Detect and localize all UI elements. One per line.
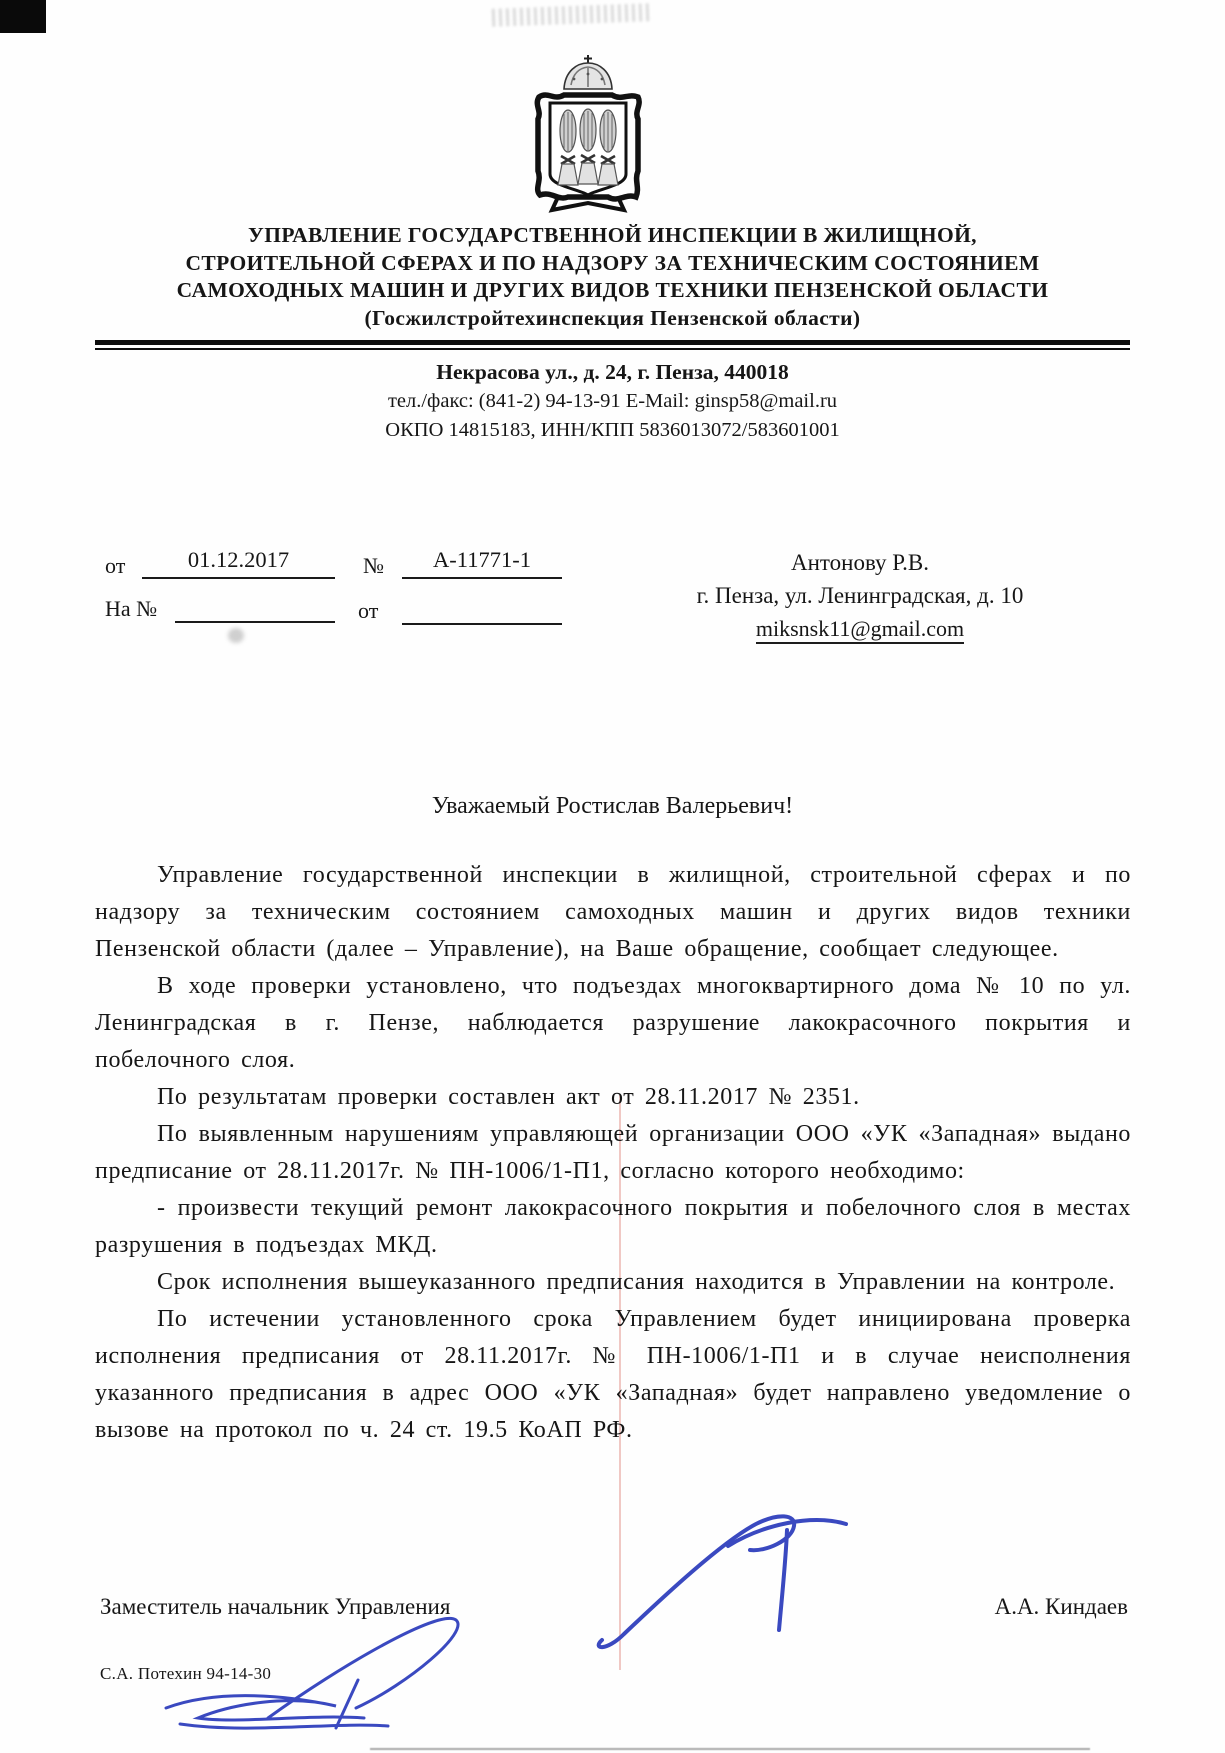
recipient-email: miksnsk11@gmail.com: [756, 615, 964, 644]
penza-coat-of-arms-icon: [527, 52, 649, 214]
header-divider: [95, 340, 1130, 350]
scan-artifact: [492, 3, 651, 27]
body-paragraph: Срок исполнения вышеуказанного предписания находится в Управлении на контроле.: [157, 1269, 1116, 1295]
handwritten-signature-icon: [580, 1508, 870, 1658]
org-name-line: СТРОИТЕЛЬНОЙ СФЕРАХ И ПО НАДЗОРУ ЗА ТЕХНИЧЕСКИМ СОСТОЯНИЕМ: [185, 250, 1040, 275]
letter-number-field: А-11771-1: [402, 547, 562, 579]
salutation: Уважаемый Ростислав Валерьевич!: [431, 793, 794, 819]
recipient-address: г. Пенза, ул. Ленинградская, д. 10: [696, 583, 1024, 608]
letter-date-field: 01.12.2017: [142, 547, 335, 579]
reply-from-label: от: [358, 598, 379, 623]
org-name-line: (Госжилстройтехинспекция Пензенской области): [364, 305, 861, 330]
scan-artifact: [228, 628, 244, 643]
recipient-name: Антонову Р.В.: [790, 550, 930, 575]
contact-block: [0, 357, 1225, 445]
body-paragraph: - произвести текущий ремонт лакокрасочного покрытия и побелочного слоя в местах разрушения в подъездах МКД.: [95, 1195, 1131, 1258]
body-paragraph: По выявленным нарушениям управляющей организации ООО «УК «Западная» выдано предписание от 28.11.2017г. № ПН-1006/1-П1, согласно которого необходимо:: [95, 1121, 1131, 1184]
org-codes: ОКПО 14815183, ИНН/КПП 5836013072/583601001: [385, 419, 840, 441]
body-paragraph: В ходе проверки установлено, что подъездах многоквартирного дома № 10 по ул. Ленинградская в г. Пензе, наблюдается разрушение лакокрасочного покрытия и побелочного слоя.: [95, 973, 1131, 1073]
reply-number-label: На №: [105, 596, 158, 621]
letter-body: [95, 857, 1131, 1449]
org-name-line: САМОХОДНЫХ МАШИН И ДРУГИХ ВИДОВ ТЕХНИКИ ПЕНЗЕНСКОЙ ОБЛАСТИ: [176, 278, 1049, 302]
recipient-block: [600, 546, 1120, 645]
org-address: Некрасова ул., д. 24, г. Пенза, 440018: [436, 360, 789, 384]
from-label: от: [105, 553, 126, 578]
executor-line: С.А. Потехин 94-14-30: [100, 1664, 272, 1683]
signer-name: А.А. Киндаев: [994, 1594, 1128, 1619]
body-paragraph: По истечении установленного срока Управлением будет инициирована проверка исполнения предписания от 28.11.2017г. № ПН-1006/1-П1 и в случае неисполнения указанного предписания в адрес ООО «УК «Западная» будет направлено уведомление о вызове на протокол по ч. 24 ст. 19.5 КоАП РФ.: [95, 1306, 1131, 1443]
org-phone-email: тел./факс: (841-2) 94-13-91 E-Mail: ginsp58@mail.ru: [387, 390, 838, 412]
signer-position-title: Заместитель начальник Управления: [100, 1594, 451, 1619]
body-paragraph: По результатам проверки составлен акт от 28.11.2017 № 2351.: [157, 1084, 860, 1110]
reply-date-field: [402, 593, 562, 625]
org-name-block: [60, 222, 1165, 332]
executor-signature-scribble-icon: [140, 1596, 530, 1736]
scan-edge-artifact: [370, 1748, 1090, 1750]
body-paragraph: Управление государственной инспекции в жилищной, строительной сферах и по надзору за техническим состоянием самоходных машин и других видов техники Пензенской области (далее – Управление), на Ваше обращение, сообщает следующее.: [95, 862, 1131, 962]
scan-corner-artifact: [0, 0, 46, 33]
org-name-line: УПРАВЛЕНИЕ ГОСУДАРСТВЕННОЙ ИНСПЕКЦИИ В ЖИЛИЩНОЙ,: [248, 223, 977, 247]
reply-number-field: [175, 591, 335, 623]
number-label: №: [363, 553, 384, 578]
